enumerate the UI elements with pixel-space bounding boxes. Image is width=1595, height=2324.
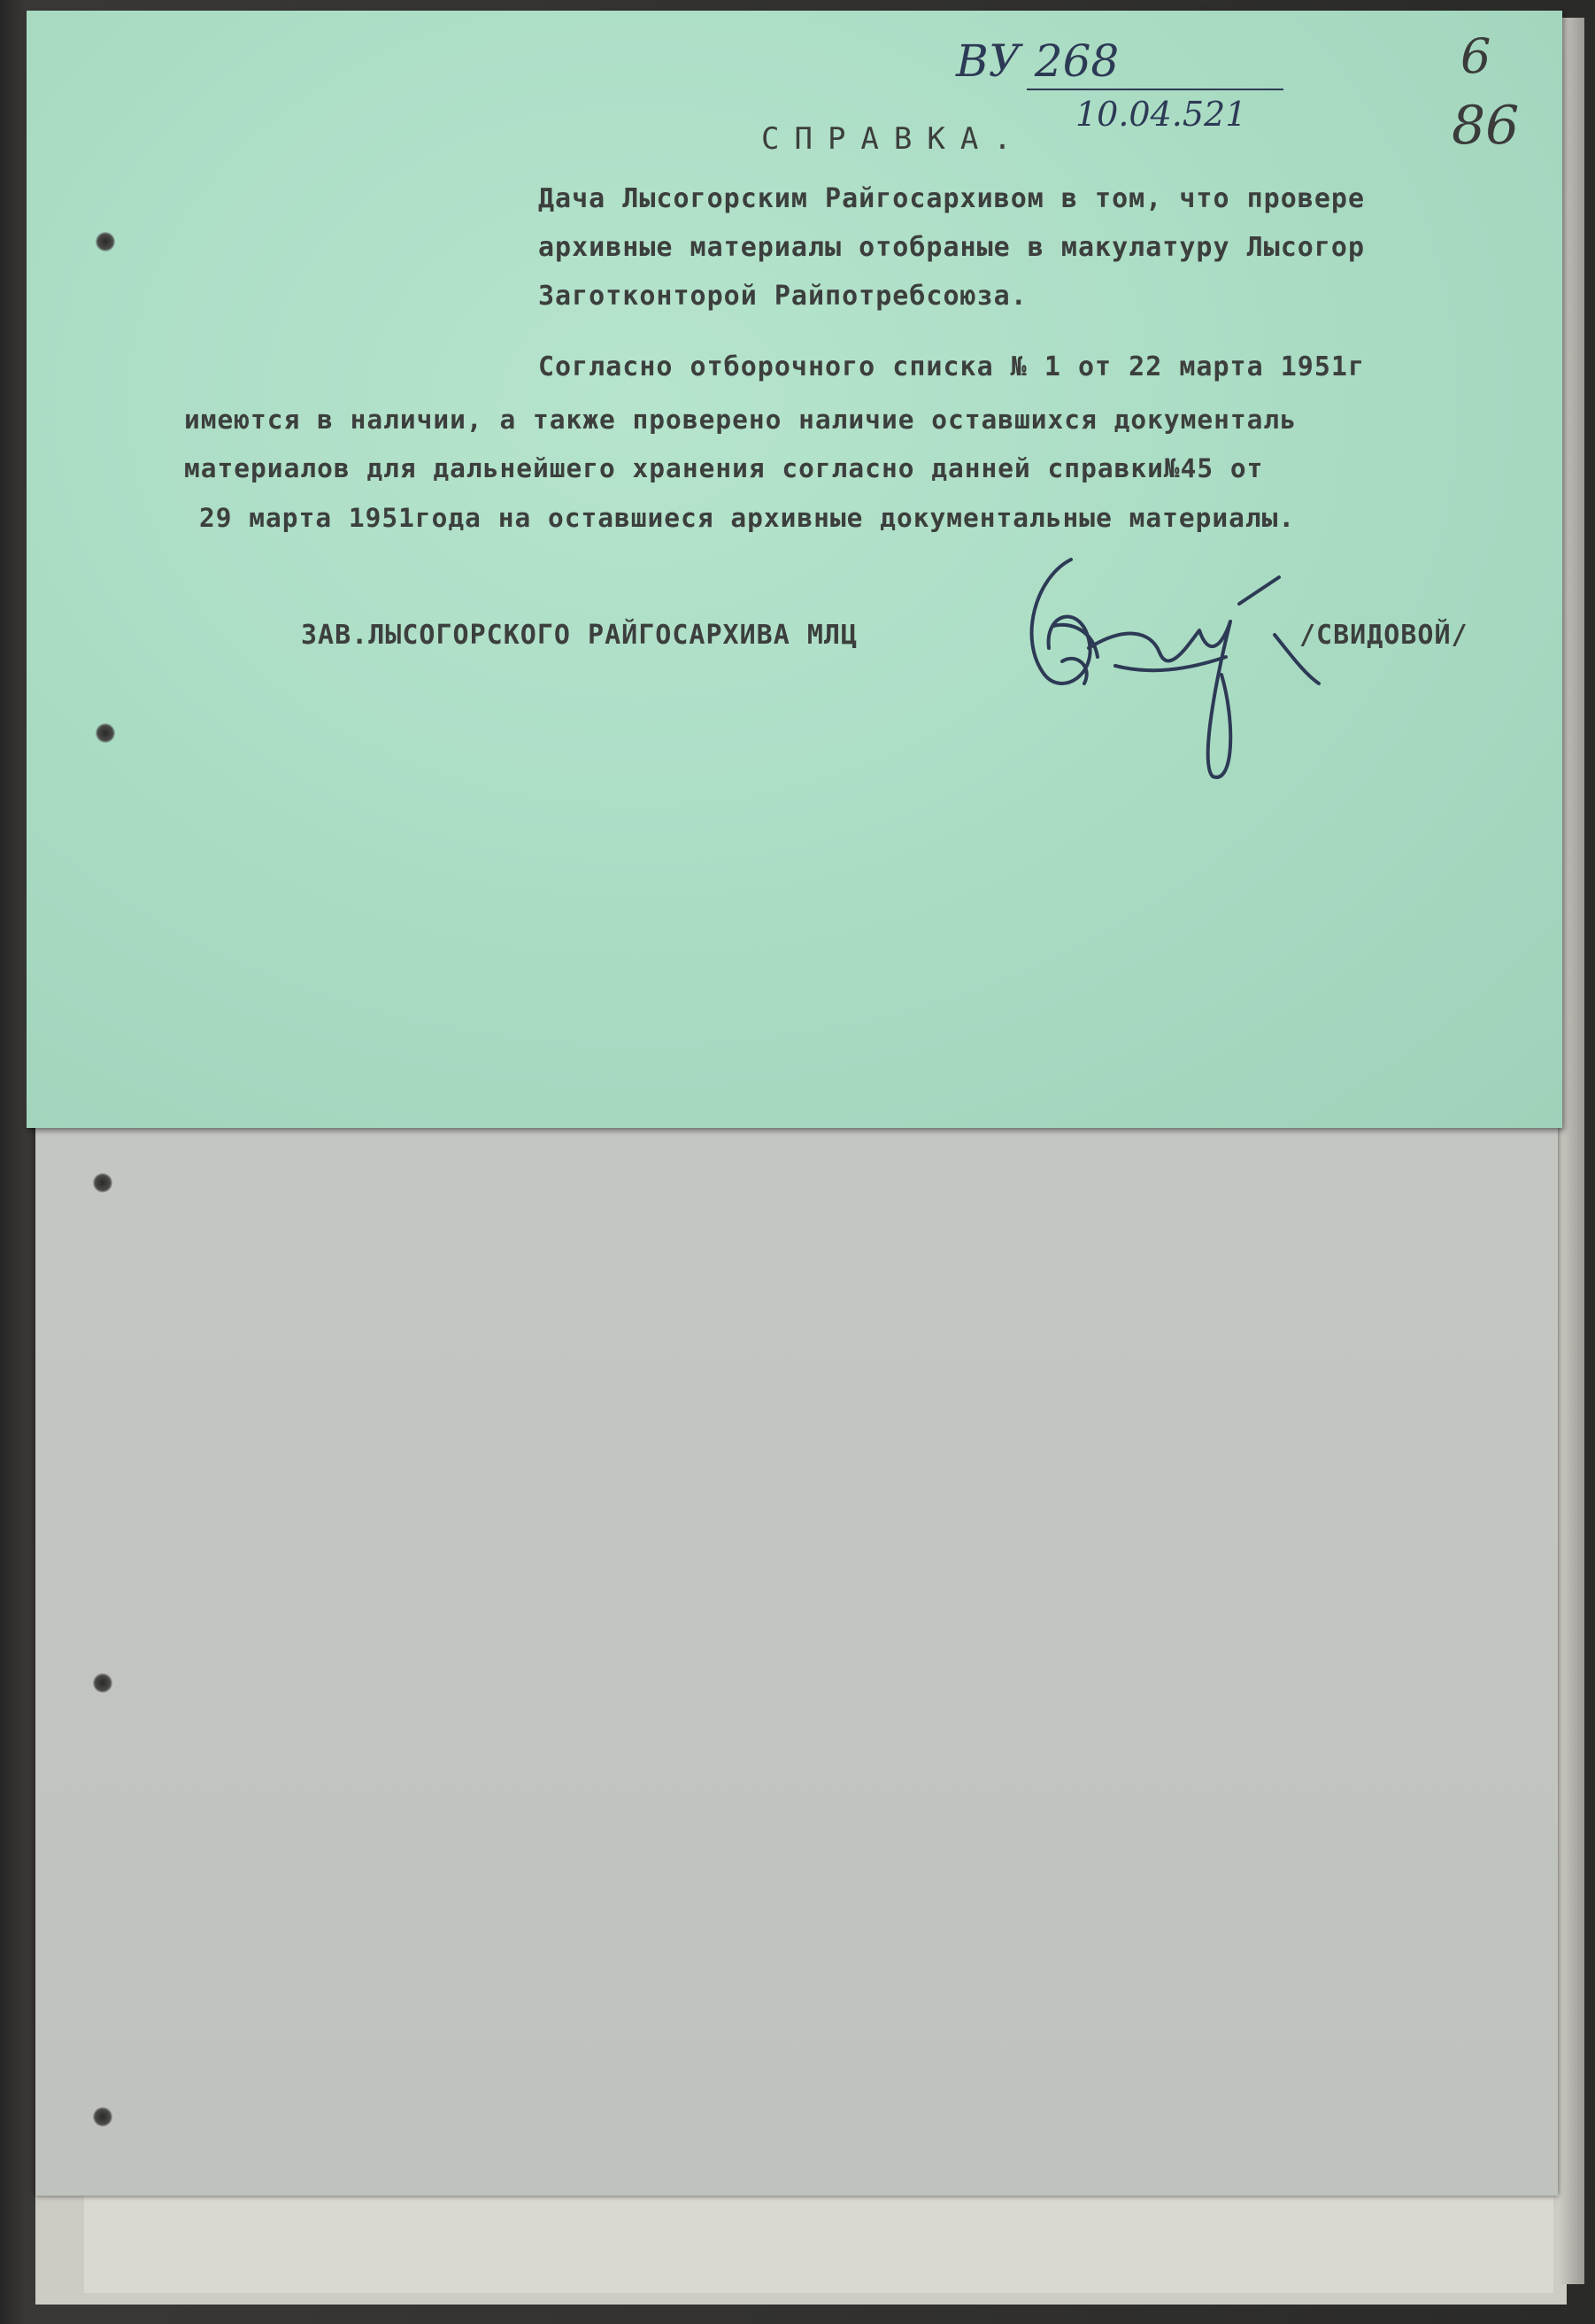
punch-hole bbox=[93, 2107, 112, 2127]
bleed-through-text bbox=[212, 1204, 1540, 2160]
signatory-position: ЗАВ.ЛЫСОГОРСКОГО РАЙГОСАРХИВА МЛЦ bbox=[301, 620, 859, 651]
body-line: Согласно отборочного списка № 1 от 22 марта 1951г bbox=[538, 351, 1366, 382]
body-line: имеются в наличии, а также проверено наличие оставшихся документаль bbox=[184, 405, 1297, 435]
punch-hole bbox=[93, 1673, 112, 1693]
body-line: Дача Лысогорским Райгосархивом в том, что провере bbox=[538, 183, 1366, 214]
body-line: материалов для дальнейшего хранения согласно данней справки№45 от bbox=[184, 453, 1264, 483]
punch-hole bbox=[96, 232, 115, 251]
handwritten-signature bbox=[1009, 542, 1328, 790]
registration-number: ВУ 268 bbox=[956, 35, 1120, 87]
body-line: архивные материалы отобраные в макулатуру Лысогор bbox=[538, 232, 1366, 263]
underlying-sheet-2 bbox=[84, 2187, 1553, 2293]
archive-mark: 6 bbox=[1460, 28, 1491, 84]
archive-sheet-number: 86 bbox=[1452, 95, 1520, 157]
body-line: Заготконторой Райпотребсоюза. bbox=[538, 281, 1028, 312]
body-line: 29 марта 1951года на оставшиеся архивные документальные материалы. bbox=[199, 503, 1296, 533]
document-title: СПРАВКА. bbox=[761, 121, 1027, 157]
registration-underline bbox=[1027, 89, 1283, 90]
punch-hole bbox=[93, 1173, 112, 1193]
registration-date: 10.04.521 bbox=[1075, 95, 1247, 134]
signatory-name: /СВИДОВОЙ/ bbox=[1299, 620, 1468, 651]
punch-hole bbox=[96, 723, 115, 743]
certificate-page bbox=[27, 11, 1562, 1128]
